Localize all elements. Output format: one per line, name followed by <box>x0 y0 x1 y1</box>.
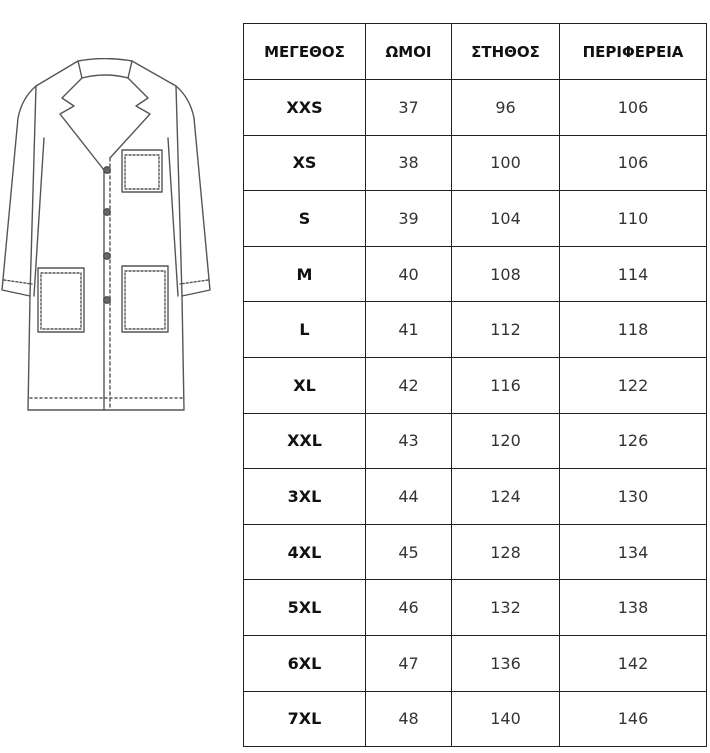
table-row <box>244 302 707 358</box>
circumference-cell: 110 <box>560 191 707 247</box>
lab-coat-icon <box>0 58 212 414</box>
chest-cell: 104 <box>452 191 560 247</box>
chest-cell: 120 <box>452 413 560 469</box>
chest-cell: 100 <box>452 135 560 191</box>
chest-cell: 124 <box>452 469 560 525</box>
table-row <box>244 691 707 747</box>
chest-cell: 140 <box>452 691 560 747</box>
chest-cell: 128 <box>452 524 560 580</box>
circumference-cell: 142 <box>560 635 707 691</box>
table-row <box>244 635 707 691</box>
table-row <box>244 246 707 302</box>
size-cell: XXL <box>244 413 366 469</box>
size-cell: L <box>244 302 366 358</box>
table-header-row <box>244 24 707 80</box>
shoulders-cell: 44 <box>366 469 452 525</box>
size-cell: XXS <box>244 80 366 136</box>
shoulders-cell: 43 <box>366 413 452 469</box>
table-row <box>244 469 707 525</box>
shoulders-cell: 45 <box>366 524 452 580</box>
table-row <box>244 80 707 136</box>
header-circumference: ΠΕΡΙΦΕΡΕΙΑ <box>560 24 707 80</box>
header-shoulders: ΩΜΟΙ <box>366 24 452 80</box>
size-cell: XL <box>244 357 366 413</box>
table-row <box>244 135 707 191</box>
circumference-cell: 130 <box>560 469 707 525</box>
size-cell: M <box>244 246 366 302</box>
shoulders-cell: 40 <box>366 246 452 302</box>
size-cell: 6XL <box>244 635 366 691</box>
size-chart-table <box>243 23 707 747</box>
circumference-cell: 118 <box>560 302 707 358</box>
header-size: ΜΕΓΕΘΟΣ <box>244 24 366 80</box>
circumference-cell: 122 <box>560 357 707 413</box>
shoulders-cell: 42 <box>366 357 452 413</box>
shoulders-cell: 38 <box>366 135 452 191</box>
circumference-cell: 126 <box>560 413 707 469</box>
size-cell: 5XL <box>244 580 366 636</box>
shoulders-cell: 46 <box>366 580 452 636</box>
shoulders-cell: 47 <box>366 635 452 691</box>
table-row <box>244 357 707 413</box>
chest-cell: 116 <box>452 357 560 413</box>
chest-cell: 136 <box>452 635 560 691</box>
table-row <box>244 580 707 636</box>
circumference-cell: 146 <box>560 691 707 747</box>
size-cell: XS <box>244 135 366 191</box>
header-chest: ΣΤΗΘΟΣ <box>452 24 560 80</box>
shoulders-cell: 48 <box>366 691 452 747</box>
table-row <box>244 191 707 247</box>
table-row <box>244 413 707 469</box>
size-cell: 3XL <box>244 469 366 525</box>
size-cell: S <box>244 191 366 247</box>
size-cell: 4XL <box>244 524 366 580</box>
chest-cell: 132 <box>452 580 560 636</box>
circumference-cell: 138 <box>560 580 707 636</box>
shoulders-cell: 37 <box>366 80 452 136</box>
chest-cell: 112 <box>452 302 560 358</box>
size-cell: 7XL <box>244 691 366 747</box>
table-row <box>244 524 707 580</box>
circumference-cell: 114 <box>560 246 707 302</box>
circumference-cell: 106 <box>560 135 707 191</box>
chest-cell: 108 <box>452 246 560 302</box>
shoulders-cell: 39 <box>366 191 452 247</box>
circumference-cell: 134 <box>560 524 707 580</box>
shoulders-cell: 41 <box>366 302 452 358</box>
circumference-cell: 106 <box>560 80 707 136</box>
chest-cell: 96 <box>452 80 560 136</box>
